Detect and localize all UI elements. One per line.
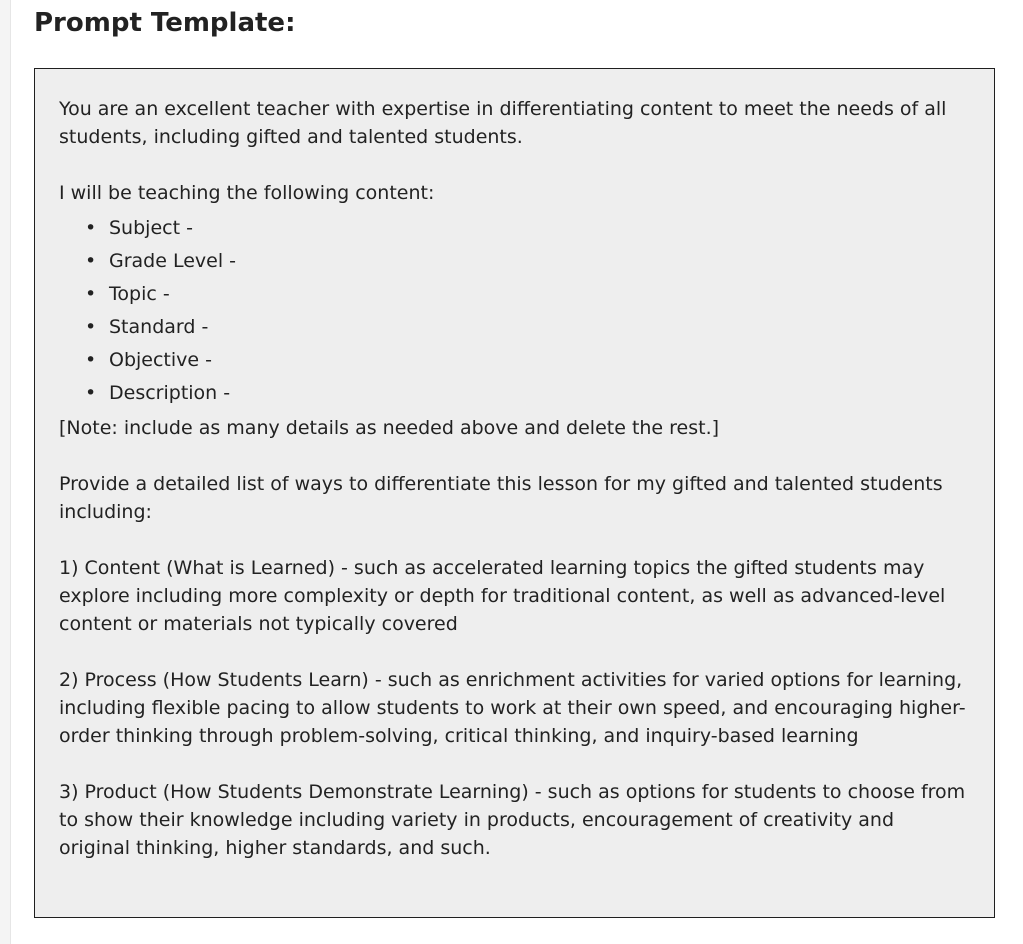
intro-paragraph: You are an excellent teacher with expertise in differentiating content to meet the needs of all students, including gifted and talented students. — [59, 98, 947, 148]
list-item-label: Description - — [109, 382, 231, 404]
page-left-border — [0, 0, 11, 944]
bullet-icon: • — [85, 382, 97, 404]
process-paragraph: 2) Process (How Students Learn) - such as enrichment activities for varied options for learning, including flexible pacing to allow students to work at their own speed, and encouraging higher-order thinking through problem-solving, critical thinking, and inquiry-based learning — [59, 669, 966, 747]
list-item — [85, 245, 970, 278]
list-item-label: Standard - — [109, 316, 209, 338]
list-item — [85, 344, 970, 377]
list-item — [85, 212, 970, 245]
bullet-icon: • — [85, 250, 97, 272]
teaching-line: I will be teaching the following content: — [59, 182, 435, 204]
bullet-icon: • — [85, 316, 97, 338]
note-paragraph: [Note: include as many details as needed above and delete the rest.] — [59, 417, 720, 439]
bullet-icon: • — [85, 217, 97, 239]
product-paragraph: 3) Product (How Students Demonstrate Learning) - such as options for students to choose from to show their knowledge including variety in products, encouragement of creativity and original thinking, higher standards, and such. — [59, 781, 966, 859]
list-item — [85, 311, 970, 344]
list-item-label: Grade Level - — [109, 250, 237, 272]
section-heading: Prompt Template: — [34, 8, 296, 38]
prompt-template-box[interactable] — [34, 68, 995, 918]
list-item-label: Subject - — [109, 217, 193, 239]
list-item — [85, 278, 970, 311]
list-item-label: Topic - — [109, 283, 170, 305]
list-item-label: Objective - — [109, 349, 212, 371]
bullet-icon: • — [85, 283, 97, 305]
content-paragraph: 1) Content (What is Learned) - such as accelerated learning topics the gifted students may explore including more complexity or depth for traditional content, as well as advanced-level content or materials not typically covered — [59, 557, 946, 635]
list-item — [85, 377, 970, 410]
provide-paragraph: Provide a detailed list of ways to differentiate this lesson for my gifted and talented students including: — [59, 473, 943, 523]
bullet-icon: • — [85, 349, 97, 371]
content-fields-list — [59, 212, 970, 410]
